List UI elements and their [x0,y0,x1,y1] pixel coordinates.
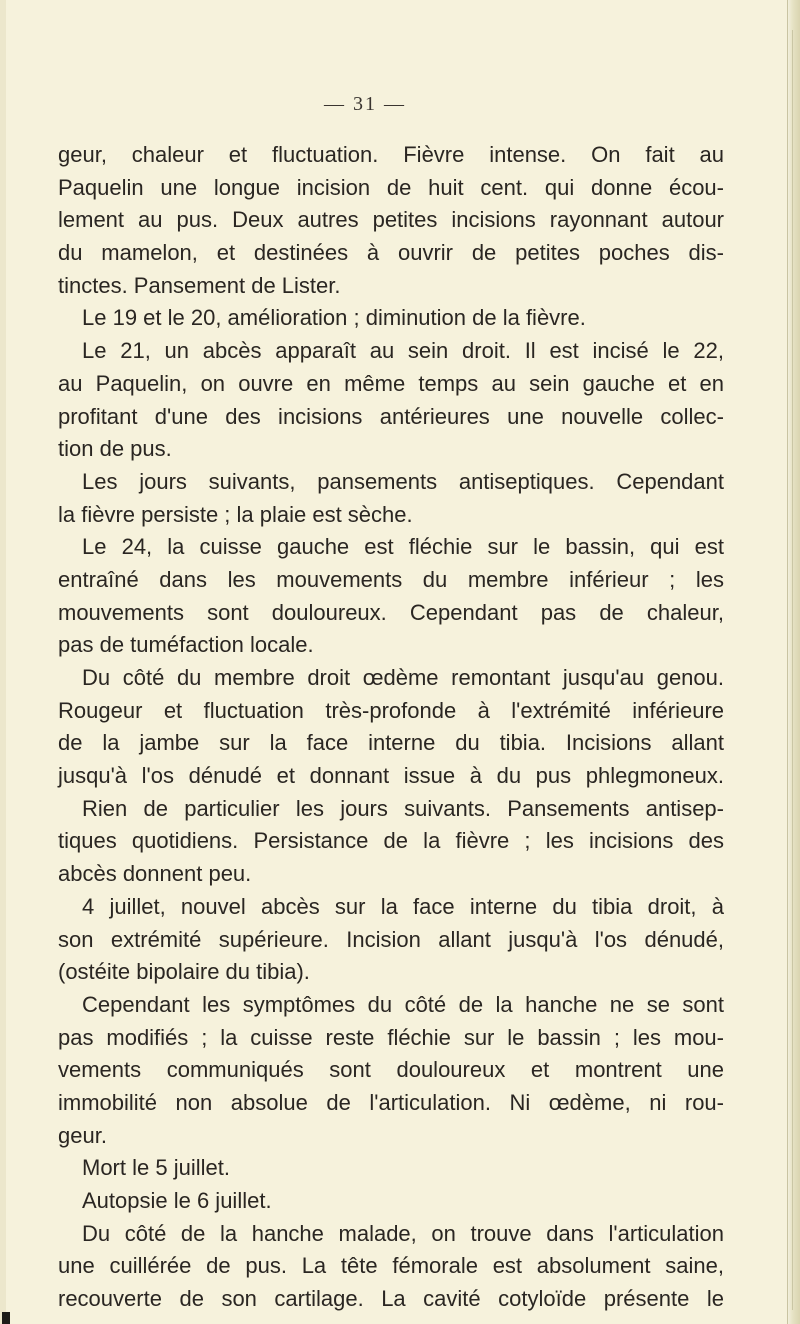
text-line: profitant d'une des incisions antérieures une nouvelle collec- [58,403,724,429]
text-line: Le 19 et le 20, amélioration ; diminution de la fièvre. [82,305,586,331]
page-left-edge [0,0,6,1324]
text-line: geur, chaleur et fluctuation. Fièvre intense. On fait au [58,142,724,167]
corner-mark [2,1312,10,1324]
body-text [58,139,724,1316]
text-line: entraîné dans les mouvements du membre inférieur ; les [58,566,724,592]
text-line: Rougeur et fluctuation très-profonde à l'extrémité inférieure [58,697,724,723]
text-line: lement au pus. Deux autres petites incisions rayonnant autour [58,207,724,233]
page-right-edge [787,0,800,1324]
text-line: Le 21, un abcès apparaît au sein droit. Il est incisé le 22, [82,338,724,364]
text-line: Du côté de la hanche malade, on trouve dans l'articulation [82,1220,724,1246]
text-line: Paquelin une longue incision de huit cent. qui donne écou- [58,174,724,200]
text-line: mouvements sont douloureux. Cependant pas de chaleur, [58,599,724,625]
text-line: immobilité non absolue de l'articulation. Ni œdème, ni rou- [58,1089,724,1115]
text-line: Cependant les symptômes du côté de la hanche ne se sont [82,991,724,1017]
text-line: au Paquelin, on ouvre en même temps au sein gauche et en [58,370,724,396]
text-line: recouverte de son cartilage. La cavité cotyloïde présente le [58,1286,724,1312]
text-line: tinctes. Pansement de Lister. [58,272,341,298]
text-line: Autopsie le 6 juillet. [82,1188,272,1213]
text-line: geur. [58,1122,107,1148]
text-line: vements communiqués sont douloureux et montrent une [58,1057,724,1083]
text-line: abcès donnent peu. [58,861,252,887]
text-line: pas de tuméfaction locale. [58,632,314,658]
text-line: (ostéite bipolaire du tibia). [58,959,310,985]
text-line: une cuillérée de pus. La tête fémorale est absolument saine, [58,1253,724,1279]
text-line: du mamelon, et destinées à ouvrir de petites poches dis- [58,240,724,266]
text-line: Mort le 5 juillet. [82,1155,230,1181]
text-line: Le 24, la cuisse gauche est fléchie sur le bassin, qui est [82,534,724,560]
text-line: Du côté du membre droit œdème remontant jusqu'au genou. [82,665,724,690]
text-line: Rien de particulier les jours suivants. Pansements antisep- [82,795,724,821]
text-line: tion de pus. [58,436,172,462]
text-line: son extrémité supérieure. Incision allant jusqu'à l'os dénudé, [58,926,724,952]
text-line: Les jours suivants, pansements antiseptiques. Cependant [82,468,724,494]
text-line: la fièvre persiste ; la plaie est sèche. [58,501,413,527]
text-line: de la jambe sur la face interne du tibia. Incisions allant [58,730,724,756]
text-line: jusqu'à l'os dénudé et donnant issue à du pus phlegmoneux. [58,763,724,789]
text-line: tiques quotidiens. Persistance de la fièvre ; les incisions des [58,828,724,854]
text-line: 4 juillet, nouvel abcès sur la face interne du tibia droit, à [82,893,724,919]
page-number: — 31 — [324,93,406,115]
text-line: pas modifiés ; la cuisse reste fléchie sur le bassin ; les mou- [58,1024,724,1050]
